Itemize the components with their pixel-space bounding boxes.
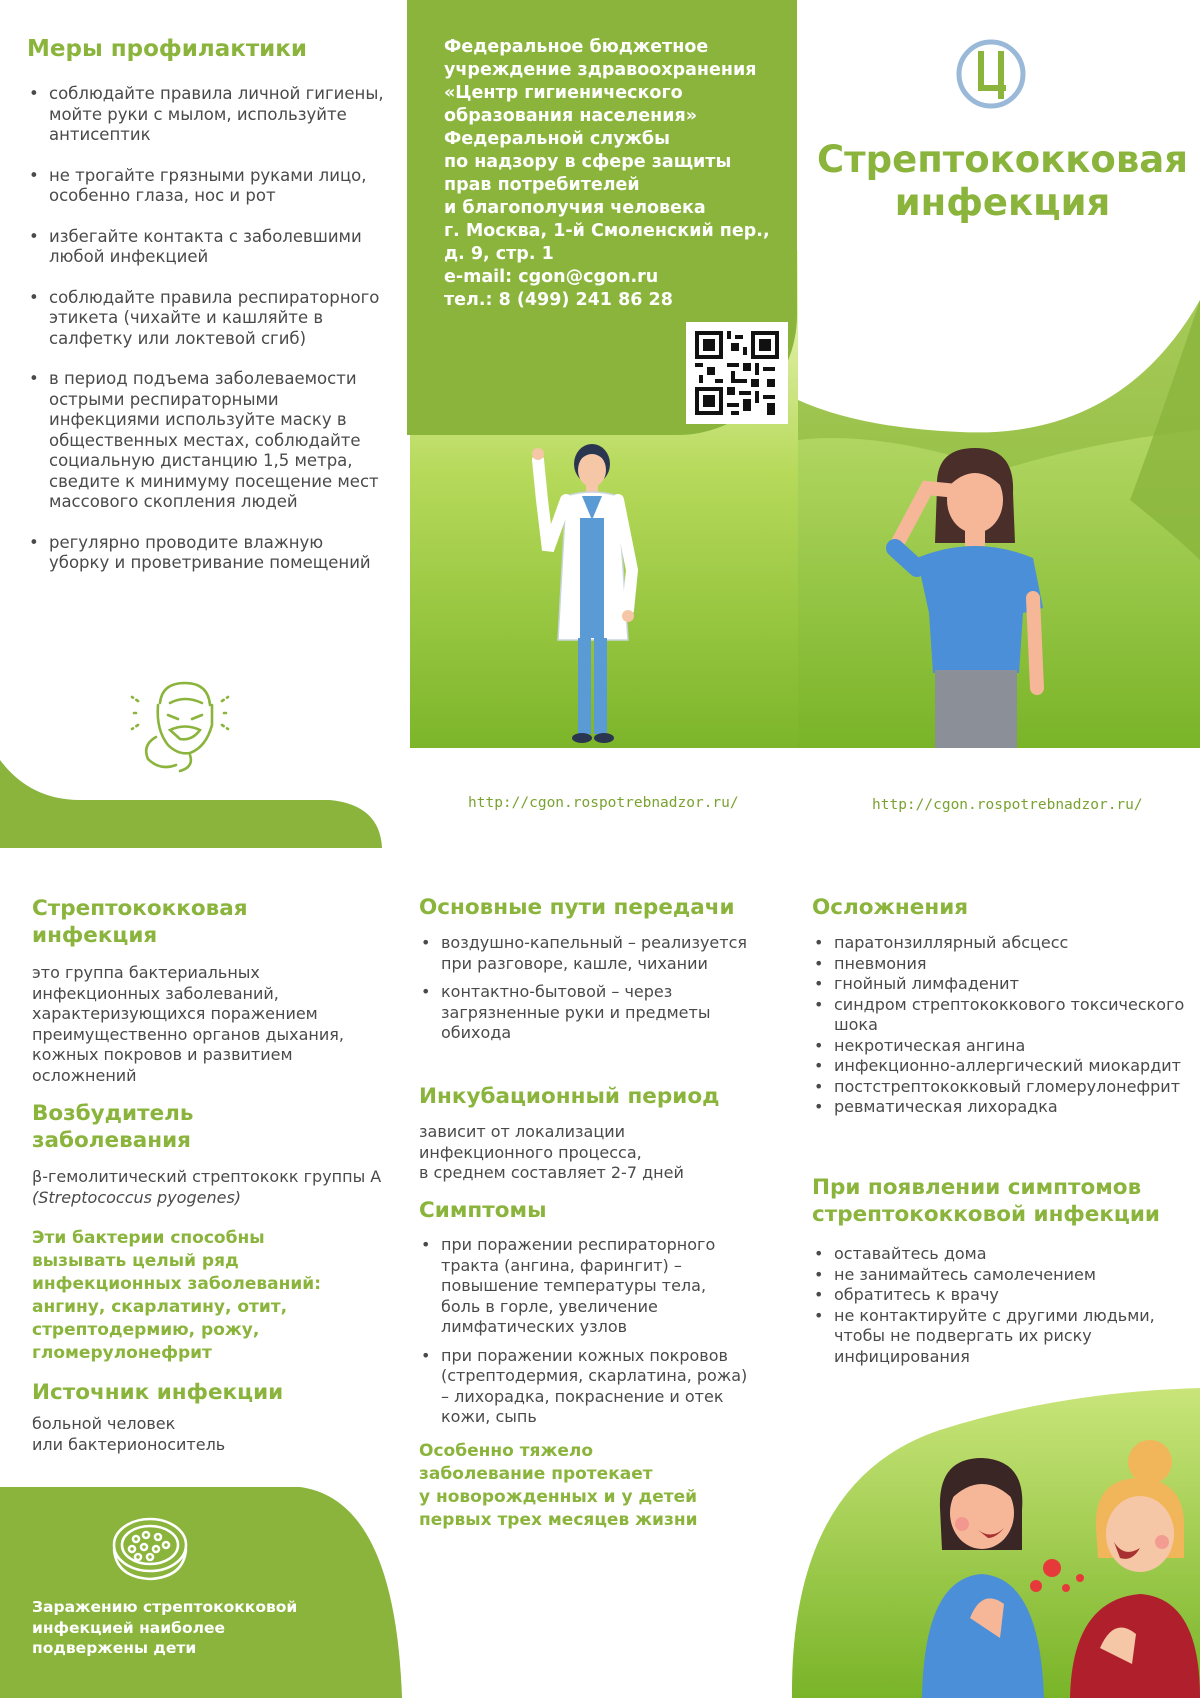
prevention-list (27, 84, 387, 594)
petri-dish-icon (110, 1515, 190, 1585)
bacteria-highlight: Эти бактерии способны вызывать целый ряд инфекционных заболеваний: ангину, скарлатину, отит, стрептодермию, рожу, гломерулонефрит (32, 1228, 322, 1363)
severity-highlight: Особенно тяжело заболевание протекает у новорожденных и у детей первых трех месяцев жизни (419, 1441, 698, 1530)
pathogen-latin: (Streptococcus pyogenes) (32, 1187, 242, 1207)
list-item: • в период подъема заболеваемости острыми респираторными инфекциями используйте маску в общественных местах, соблюдайте социальную дистанцию 1,5 метра, сведите к минимуму посещение мест массового скопления людей (27, 369, 387, 513)
list-item: • паратонзиллярный абсцесс (812, 933, 1192, 954)
website-link[interactable]: http://cgon.rospotrebnadzor.ru/ (872, 797, 1143, 813)
cgon-logo-icon (955, 38, 1027, 110)
list-item: • пневмония (812, 954, 1192, 975)
pathogen-name: β-гемолитический стрептококк группы А (32, 1167, 382, 1186)
list-item: • при поражении респираторного тракта (ангина, фарингит) – повышение температуры тела, боль в горле, увеличение лимфатических узлов (419, 1235, 749, 1338)
qr-code-icon (686, 322, 788, 424)
list-item: • оставайтесь дома (812, 1244, 1192, 1265)
list-item: • не контактируйте с другими людьми, чтобы не подвергать их риску инфицирования (812, 1306, 1192, 1368)
about-title: Стрептококковая инфекция (32, 896, 248, 948)
list-item: • контактно-бытовой – через загрязненные руки и предметы обихода (419, 982, 749, 1044)
list-item: • синдром стрептококкового токсического шока (812, 995, 1192, 1036)
source-title: Источник инфекции (32, 1380, 284, 1405)
transmission-title: Основные пути передачи (419, 895, 735, 920)
list-item: • соблюдайте правила личной гигиены, мойте руки с мылом, используйте антисептик (27, 84, 387, 146)
list-item: • избегайте контакта с заболевшими любой инфекцией (27, 227, 387, 268)
sneezing-person-icon (130, 675, 240, 775)
list-item: • не занимайтесь самолечением (812, 1265, 1192, 1286)
list-item: • соблюдайте правила респираторного этикета (чихайте и кашляйте в салфетку или локтевой сгиб) (27, 288, 387, 350)
symptoms-list (419, 1235, 749, 1436)
incubation-title: Инкубационный период (419, 1084, 720, 1109)
complications-title: Осложнения (812, 895, 969, 920)
about-text: это группа бактериальных инфекционных заболеваний, характеризующихся поражением преимущественно органов дыхания, кожных покровов и развитием осложнений (32, 963, 344, 1085)
girls-coughing-illustration (900, 1438, 1200, 1698)
source-text: больной человек или бактерионоситель (32, 1414, 226, 1454)
list-item: • некротическая ангина (812, 1036, 1192, 1057)
woman-headache-illustration (875, 448, 1065, 748)
incubation-text: зависит от локализации инфекционного процесса, в среднем составляет 2-7 дней (419, 1122, 684, 1182)
pathogen-text (32, 1167, 387, 1208)
symptoms-title: Симптомы (419, 1198, 547, 1223)
prevention-title: Меры профилактики (27, 36, 307, 62)
list-item: • регулярно проводите влажную уборку и проветривание помещений (27, 533, 387, 574)
children-risk-text: Заражению стрептококковой инфекцией наиболее подвержены дети (32, 1598, 298, 1657)
doctor-illustration (530, 440, 660, 750)
contact-info: Федеральное бюджетное учреждение здравоохранения «Центр гигиенического образования населения» Федеральной службы по надзору в сфере защиты прав потребителей и благополучия человека г. Москва, 1-й Смоленский пер., д. 9, стр. 1 e-mail: cgon@cgon.ru тел.: 8 (499) 241 86 28 (444, 37, 770, 310)
list-item: • при поражении кожных покровов (стрептодермия, скарлатина, рожа) – лихорадка, покраснение и отек кожи, сыпь (419, 1346, 749, 1428)
list-item: • инфекционно-аллергический миокардит (812, 1056, 1192, 1077)
complications-list (812, 933, 1192, 1118)
actions-list (812, 1244, 1192, 1367)
website-link[interactable]: http://cgon.rospotrebnadzor.ru/ (468, 795, 739, 811)
list-item: • гнойный лимфаденит (812, 974, 1192, 995)
list-item: • не трогайте грязными руками лицо, особенно глаза, нос и рот (27, 166, 387, 207)
list-item: • воздушно-капельный – реализуется при разговоре, кашле, чихании (419, 933, 749, 974)
transmission-list (419, 933, 749, 1052)
list-item: • обратитесь к врачу (812, 1285, 1192, 1306)
list-item: • ревматическая лихорадка (812, 1097, 1192, 1118)
actions-title: При появлении симптомов стрептококковой инфекции (812, 1175, 1160, 1227)
list-item: • постстрептококковый гломерулонефрит (812, 1077, 1192, 1098)
cover-title: Стрептококковая инфекция (817, 138, 1188, 224)
pathogen-title: Возбудитель заболевания (32, 1101, 194, 1153)
